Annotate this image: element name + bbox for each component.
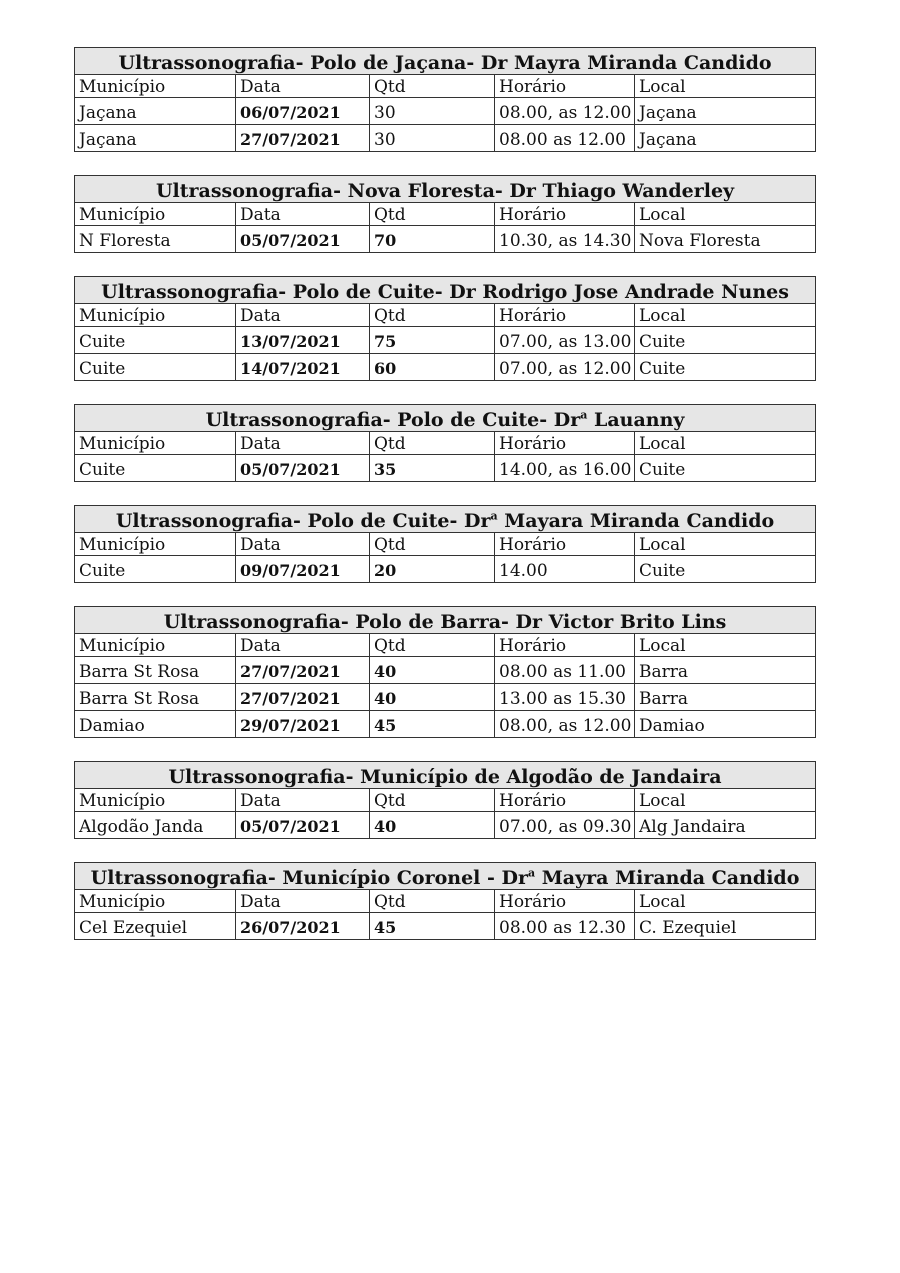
cell-data: 14/07/2021: [236, 354, 370, 381]
cell-local: Cuite: [635, 354, 816, 381]
column-header-municipio: Município: [75, 634, 236, 657]
cell-qtd: 40: [370, 684, 495, 711]
cell-qtd: 75: [370, 327, 495, 354]
cell-horario: 08.00, as 12.00: [495, 711, 635, 738]
column-header-local: Local: [635, 75, 816, 98]
column-header-local: Local: [635, 789, 816, 812]
column-header-horario: Horário: [495, 432, 635, 455]
schedule-document: [74, 47, 815, 963]
cell-local: Cuite: [635, 556, 816, 583]
header-row: [75, 634, 816, 657]
column-header-local: Local: [635, 890, 816, 913]
cell-qtd: 40: [370, 812, 495, 839]
schedule-table-cuite-lauanny: [74, 404, 816, 482]
table-title: Ultrassonografia- Polo de Cuite- Dr Rodrigo Jose Andrade Nunes: [75, 277, 816, 304]
cell-horario: 08.00 as 11.00: [495, 657, 635, 684]
cell-qtd: 20: [370, 556, 495, 583]
cell-data: 27/07/2021: [236, 684, 370, 711]
table-row: [75, 327, 816, 354]
column-header-horario: Horário: [495, 789, 635, 812]
cell-municipio: Jaçana: [75, 98, 236, 125]
schedule-table-coronel: [74, 862, 816, 940]
column-header-horario: Horário: [495, 634, 635, 657]
cell-data: 29/07/2021: [236, 711, 370, 738]
cell-municipio: Cuite: [75, 327, 236, 354]
cell-horario: 10.30, as 14.30: [495, 226, 635, 253]
cell-horario: 08.00, as 12.00: [495, 98, 635, 125]
table-row: [75, 556, 816, 583]
table-row: [75, 354, 816, 381]
table-title: Ultrassonografia- Município de Algodão de Jandaira: [75, 762, 816, 789]
column-header-qtd: Qtd: [370, 890, 495, 913]
cell-municipio: Barra St Rosa: [75, 657, 236, 684]
column-header-qtd: Qtd: [370, 75, 495, 98]
column-header-horario: Horário: [495, 203, 635, 226]
cell-municipio: Cuite: [75, 354, 236, 381]
schedule-table-cuite-mayara: [74, 505, 816, 583]
cell-local: Barra: [635, 684, 816, 711]
cell-qtd: 35: [370, 455, 495, 482]
column-header-qtd: Qtd: [370, 304, 495, 327]
table-row: [75, 711, 816, 738]
table-row: [75, 125, 816, 152]
cell-horario: 07.00, as 09.30: [495, 812, 635, 839]
column-header-local: Local: [635, 203, 816, 226]
cell-horario: 13.00 as 15.30: [495, 684, 635, 711]
cell-horario: 14.00: [495, 556, 635, 583]
header-row: [75, 789, 816, 812]
column-header-data: Data: [236, 634, 370, 657]
column-header-data: Data: [236, 304, 370, 327]
column-header-horario: Horário: [495, 75, 635, 98]
schedule-table-nova-floresta: [74, 175, 816, 253]
header-row: [75, 432, 816, 455]
column-header-municipio: Município: [75, 304, 236, 327]
cell-data: 05/07/2021: [236, 812, 370, 839]
cell-horario: 07.00, as 13.00: [495, 327, 635, 354]
cell-municipio: Algodão Janda: [75, 812, 236, 839]
cell-local: Alg Jandaira: [635, 812, 816, 839]
cell-data: 05/07/2021: [236, 226, 370, 253]
column-header-local: Local: [635, 634, 816, 657]
column-header-data: Data: [236, 75, 370, 98]
schedule-table-jacana: [74, 47, 816, 152]
cell-qtd: 60: [370, 354, 495, 381]
column-header-data: Data: [236, 432, 370, 455]
column-header-local: Local: [635, 533, 816, 556]
cell-qtd: 40: [370, 657, 495, 684]
cell-local: Cuite: [635, 327, 816, 354]
cell-local: C. Ezequiel: [635, 913, 816, 940]
column-header-municipio: Município: [75, 533, 236, 556]
cell-horario: 14.00, as 16.00: [495, 455, 635, 482]
cell-horario: 07.00, as 12.00: [495, 354, 635, 381]
column-header-data: Data: [236, 789, 370, 812]
column-header-qtd: Qtd: [370, 432, 495, 455]
column-header-municipio: Município: [75, 75, 236, 98]
cell-qtd: 45: [370, 711, 495, 738]
cell-data: 05/07/2021: [236, 455, 370, 482]
schedule-table-cuite-rodrigo: [74, 276, 816, 381]
table-title: Ultrassonografia- Nova Floresta- Dr Thiago Wanderley: [75, 176, 816, 203]
cell-municipio: Cuite: [75, 556, 236, 583]
table-title: Ultrassonografia- Polo de Cuite- Dr$^a$ Lauanny: [75, 405, 816, 432]
cell-data: 13/07/2021: [236, 327, 370, 354]
table-row: [75, 226, 816, 253]
table-row: [75, 657, 816, 684]
table-title: Ultrassonografia- Município Coronel - Dr$^a$ Mayra Miranda Candido: [75, 863, 816, 890]
cell-local: Damiao: [635, 711, 816, 738]
table-title: Ultrassonografia- Polo de Cuite- Dr$^a$ Mayara Miranda Candido: [75, 506, 816, 533]
header-row: [75, 75, 816, 98]
table-title: Ultrassonografia- Polo de Barra- Dr Victor Brito Lins: [75, 607, 816, 634]
cell-municipio: Barra St Rosa: [75, 684, 236, 711]
table-title: Ultrassonografia- Polo de Jaçana- Dr Mayra Miranda Candido: [75, 48, 816, 75]
column-header-municipio: Município: [75, 432, 236, 455]
cell-municipio: Jaçana: [75, 125, 236, 152]
cell-local: Jaçana: [635, 125, 816, 152]
cell-data: 06/07/2021: [236, 98, 370, 125]
cell-local: Jaçana: [635, 98, 816, 125]
column-header-horario: Horário: [495, 890, 635, 913]
table-row: [75, 684, 816, 711]
column-header-municipio: Município: [75, 890, 236, 913]
column-header-municipio: Município: [75, 789, 236, 812]
table-row: [75, 812, 816, 839]
column-header-qtd: Qtd: [370, 789, 495, 812]
table-row: [75, 98, 816, 125]
schedule-table-barra: [74, 606, 816, 738]
cell-local: Nova Floresta: [635, 226, 816, 253]
cell-horario: 08.00 as 12.00: [495, 125, 635, 152]
cell-qtd: 30: [370, 125, 495, 152]
column-header-local: Local: [635, 432, 816, 455]
cell-local: Cuite: [635, 455, 816, 482]
header-row: [75, 203, 816, 226]
header-row: [75, 533, 816, 556]
column-header-data: Data: [236, 203, 370, 226]
header-row: [75, 890, 816, 913]
column-header-qtd: Qtd: [370, 533, 495, 556]
column-header-data: Data: [236, 533, 370, 556]
cell-data: 26/07/2021: [236, 913, 370, 940]
cell-municipio: Cel Ezequiel: [75, 913, 236, 940]
cell-data: 27/07/2021: [236, 125, 370, 152]
column-header-qtd: Qtd: [370, 203, 495, 226]
header-row: [75, 304, 816, 327]
cell-municipio: Cuite: [75, 455, 236, 482]
cell-data: 27/07/2021: [236, 657, 370, 684]
column-header-horario: Horário: [495, 304, 635, 327]
column-header-local: Local: [635, 304, 816, 327]
cell-horario: 08.00 as 12.30: [495, 913, 635, 940]
cell-qtd: 70: [370, 226, 495, 253]
column-header-data: Data: [236, 890, 370, 913]
table-row: [75, 913, 816, 940]
cell-qtd: 45: [370, 913, 495, 940]
schedule-table-algodao: [74, 761, 816, 839]
cell-qtd: 30: [370, 98, 495, 125]
cell-local: Barra: [635, 657, 816, 684]
table-row: [75, 455, 816, 482]
cell-data: 09/07/2021: [236, 556, 370, 583]
cell-municipio: Damiao: [75, 711, 236, 738]
column-header-municipio: Município: [75, 203, 236, 226]
column-header-horario: Horário: [495, 533, 635, 556]
column-header-qtd: Qtd: [370, 634, 495, 657]
cell-municipio: N Floresta: [75, 226, 236, 253]
